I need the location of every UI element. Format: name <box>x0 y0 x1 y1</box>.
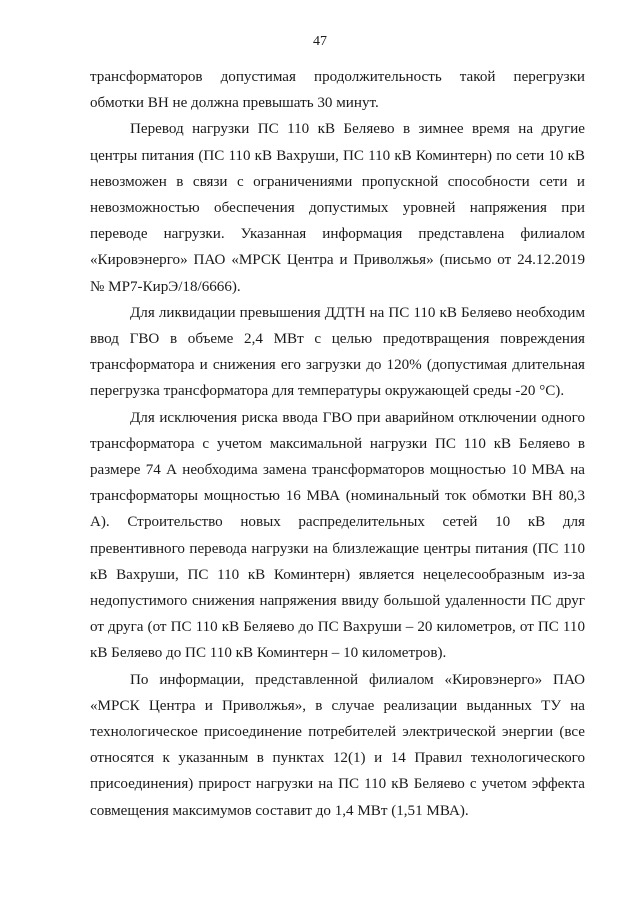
paragraph-continuation: трансформаторов допустимая продолжительность такой перегрузки обмотки ВН не должна превышать 30 минут. <box>90 69 585 112</box>
paragraph-ddtn-elimination: Для ликвидации превышения ДДТН на ПС 110 кВ Беляево необходим ввод ГВО в объеме 2,4 МВт с целью предотвращения повреждения трансформатора и снижения его загрузки до 120% (допустимая длительная перегрузка трансформатора для температуры окружающей среды -20 °С). <box>90 304 585 400</box>
paragraph-load-transfer: Перевод нагрузки ПС 110 кВ Беляево в зимнее время на другие центры питания (ПС 110 кВ Вахруши, ПС 110 кВ Коминтерн) по сети 10 кВ невозможен в связи с ограничениями пропускной способности сети и невозможностью обеспечения допустимых уровней напряжения при переводе нагрузки. Указанная информация представлена филиалом «Кировэнерго» ПАО «МРСК Центра и Приволжья» (письмо от 24.12.2019 № МР7-КирЭ/18/6666). <box>90 121 585 295</box>
body-text <box>90 64 585 824</box>
paragraph-load-growth: По информации, представленной филиалом «Кировэнерго» ПАО «МРСК Центра и Приволжья», в случае реализации выданных ТУ на технологическое присоединение потребителей электрической энергии (все относятся к указанным в пунктах 12(1) и 14 Правил технологического присоединения) прирост нагрузки на ПС 110 кВ Беляево с учетом эффекта совмещения максимумов составит до 1,4 МВт (1,51 МВА). <box>90 671 585 819</box>
paragraph-transformer-replacement: Для исключения риска ввода ГВО при аварийном отключении одного трансформатора с учетом максимальной нагрузки ПС 110 кВ Беляево в размере 74 А необходима замена трансформаторов мощностью 10 МВА на трансформаторы мощностью 16 МВА (номинальный ток обмотки ВН 80,3 А). Строительство новых распределительных сетей 10 кВ для превентивного перевода нагрузки на близлежащие центры питания (ПС 110 кВ Вахруши, ПС 110 кВ Коминтерн) является нецелесообразным из-за недопустимого снижения напряжения ввиду большой удаленности ПС друг от друга (от ПС 110 кВ Беляево до ПС Вахруши – 20 километров, от ПС 110 кВ Беляево до ПС 110 кВ Коминтерн – 10 километров). <box>90 409 585 662</box>
page-number: 47 <box>313 34 327 49</box>
